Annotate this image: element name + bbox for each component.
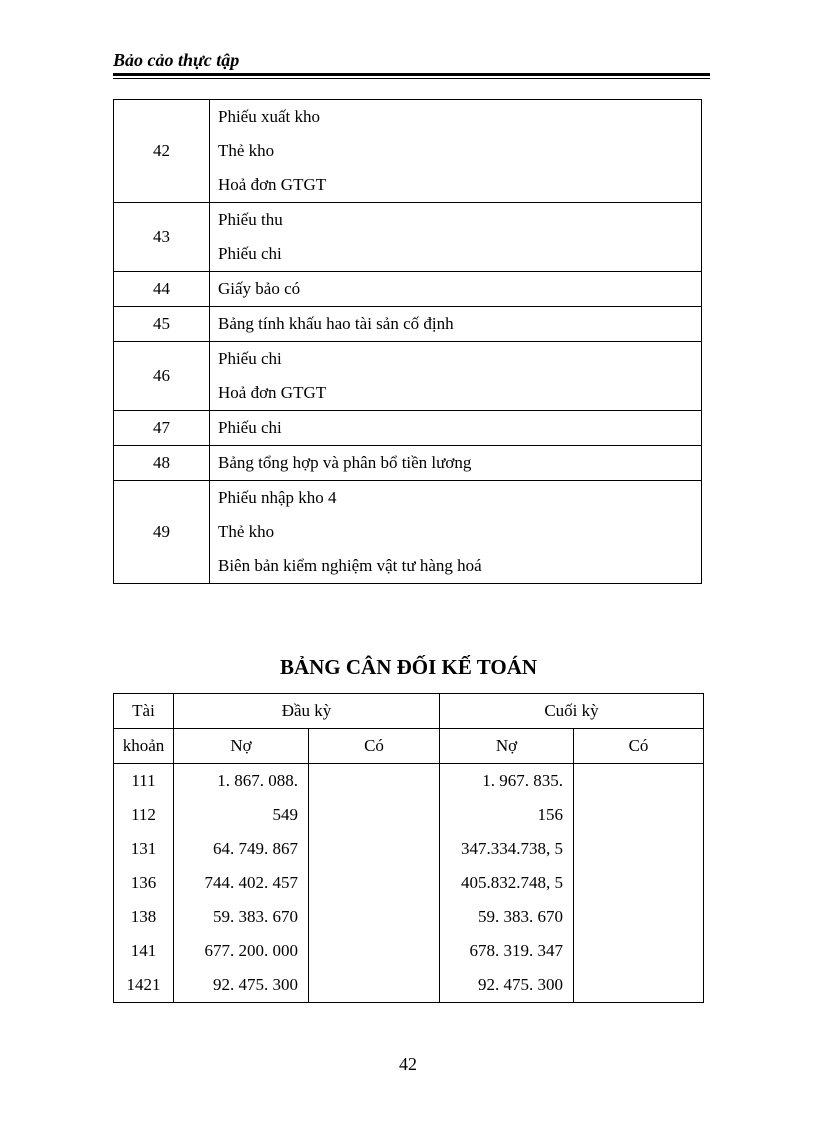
table-row [114, 481, 702, 584]
account-cell: 141 [114, 934, 174, 968]
start-credit-cell [309, 832, 440, 866]
end-debit-cell: 1. 967. 835. [440, 764, 574, 799]
page-number: 42 [399, 1054, 417, 1074]
row-number: 44 [114, 272, 210, 307]
start-credit-cell [309, 764, 440, 799]
document-list [210, 446, 702, 481]
document-name: Bảng tính khấu hao tài sản cố định [218, 314, 454, 333]
end-credit-cell [574, 866, 704, 900]
document-list [210, 100, 702, 203]
table-row [114, 866, 704, 900]
end-credit-cell [574, 900, 704, 934]
document-name: Hoả đơn GTGT [218, 175, 327, 194]
document-list-table [113, 99, 702, 584]
row-number: 42 [114, 100, 210, 203]
start-debit-cell: 549 [174, 798, 309, 832]
start-debit-cell: 64. 749. 867 [174, 832, 309, 866]
end-credit-cell [574, 764, 704, 799]
document-list [210, 411, 702, 446]
start-credit-cell [309, 900, 440, 934]
account-cell: 1421 [114, 968, 174, 1003]
table-row [114, 307, 702, 342]
header-rule-thin [113, 78, 710, 79]
document-list [210, 203, 702, 272]
document-list [210, 342, 702, 411]
document-name: Thẻ kho [218, 522, 275, 541]
account-header-top: Tài [114, 694, 174, 729]
document-name: Phiếu chi [218, 244, 282, 263]
table-row [114, 342, 702, 411]
table-row [114, 446, 702, 481]
start-credit-header: Có [309, 729, 440, 764]
end-debit-cell: 92. 475. 300 [440, 968, 574, 1003]
document-list [210, 272, 702, 307]
balance-header-row-2 [114, 729, 704, 764]
document-name: Biên bản kiểm nghiệm vật tư hàng hoá [218, 556, 482, 575]
document-name: Phiếu chi [218, 418, 282, 437]
table-row [114, 411, 702, 446]
document-list [210, 481, 702, 584]
end-debit-cell: 59. 383. 670 [440, 900, 574, 934]
start-debit-cell: 1. 867. 088. [174, 764, 309, 799]
start-credit-cell [309, 798, 440, 832]
end-debit-cell: 405.832.748, 5 [440, 866, 574, 900]
table-row [114, 900, 704, 934]
table-row [114, 764, 704, 799]
end-debit-cell: 347.334.738, 5 [440, 832, 574, 866]
account-cell: 111 [114, 764, 174, 799]
start-debit-header: Nợ [174, 729, 309, 764]
document-name: Thẻ kho [218, 141, 275, 160]
table-row [114, 203, 702, 272]
row-number: 43 [114, 203, 210, 272]
table-row [114, 272, 702, 307]
start-debit-cell: 677. 200. 000 [174, 934, 309, 968]
end-credit-cell [574, 798, 704, 832]
start-credit-cell [309, 934, 440, 968]
end-debit-cell: 678. 319. 347 [440, 934, 574, 968]
document-name: Phiếu nhập kho 4 [218, 488, 337, 507]
table-row [114, 100, 702, 203]
document-list [210, 307, 702, 342]
document-name: Phiếu xuất kho [218, 107, 320, 126]
account-header-bottom: khoản [114, 729, 174, 764]
document-name: Giấy bảo có [218, 279, 301, 298]
header-rule-thick [113, 73, 710, 76]
end-credit-header: Có [574, 729, 704, 764]
table-row [114, 832, 704, 866]
start-credit-cell [309, 866, 440, 900]
end-credit-cell [574, 832, 704, 866]
end-credit-cell [574, 968, 704, 1003]
document-name: Phiếu chi [218, 349, 282, 368]
document-name: Bảng tổng hợp và phân bổ tiền lương [218, 453, 472, 472]
account-cell: 131 [114, 832, 174, 866]
table-row [114, 968, 704, 1003]
table-row [114, 798, 704, 832]
start-credit-cell [309, 968, 440, 1003]
row-number: 47 [114, 411, 210, 446]
account-cell: 136 [114, 866, 174, 900]
period-end-header: Cuối kỳ [440, 694, 704, 729]
account-cell: 112 [114, 798, 174, 832]
row-number: 45 [114, 307, 210, 342]
end-credit-cell [574, 934, 704, 968]
start-debit-cell: 59. 383. 670 [174, 900, 309, 934]
report-header-title: Bảo cảo thực tập [113, 50, 240, 70]
end-debit-header: Nợ [440, 729, 574, 764]
row-number: 49 [114, 481, 210, 584]
document-name: Phiếu thu [218, 210, 283, 229]
document-name: Hoả đơn GTGT [218, 383, 327, 402]
balance-header-row-1 [114, 694, 704, 729]
start-debit-cell: 744. 402. 457 [174, 866, 309, 900]
start-debit-cell: 92. 475. 300 [174, 968, 309, 1003]
end-debit-cell: 156 [440, 798, 574, 832]
balance-sheet-table [113, 693, 704, 1003]
row-number: 46 [114, 342, 210, 411]
account-cell: 138 [114, 900, 174, 934]
balance-sheet-title: BẢNG CÂN ĐỐI KẾ TOÁN [279, 655, 538, 679]
row-number: 48 [114, 446, 210, 481]
table-row [114, 934, 704, 968]
period-start-header: Đầu kỳ [174, 694, 440, 729]
